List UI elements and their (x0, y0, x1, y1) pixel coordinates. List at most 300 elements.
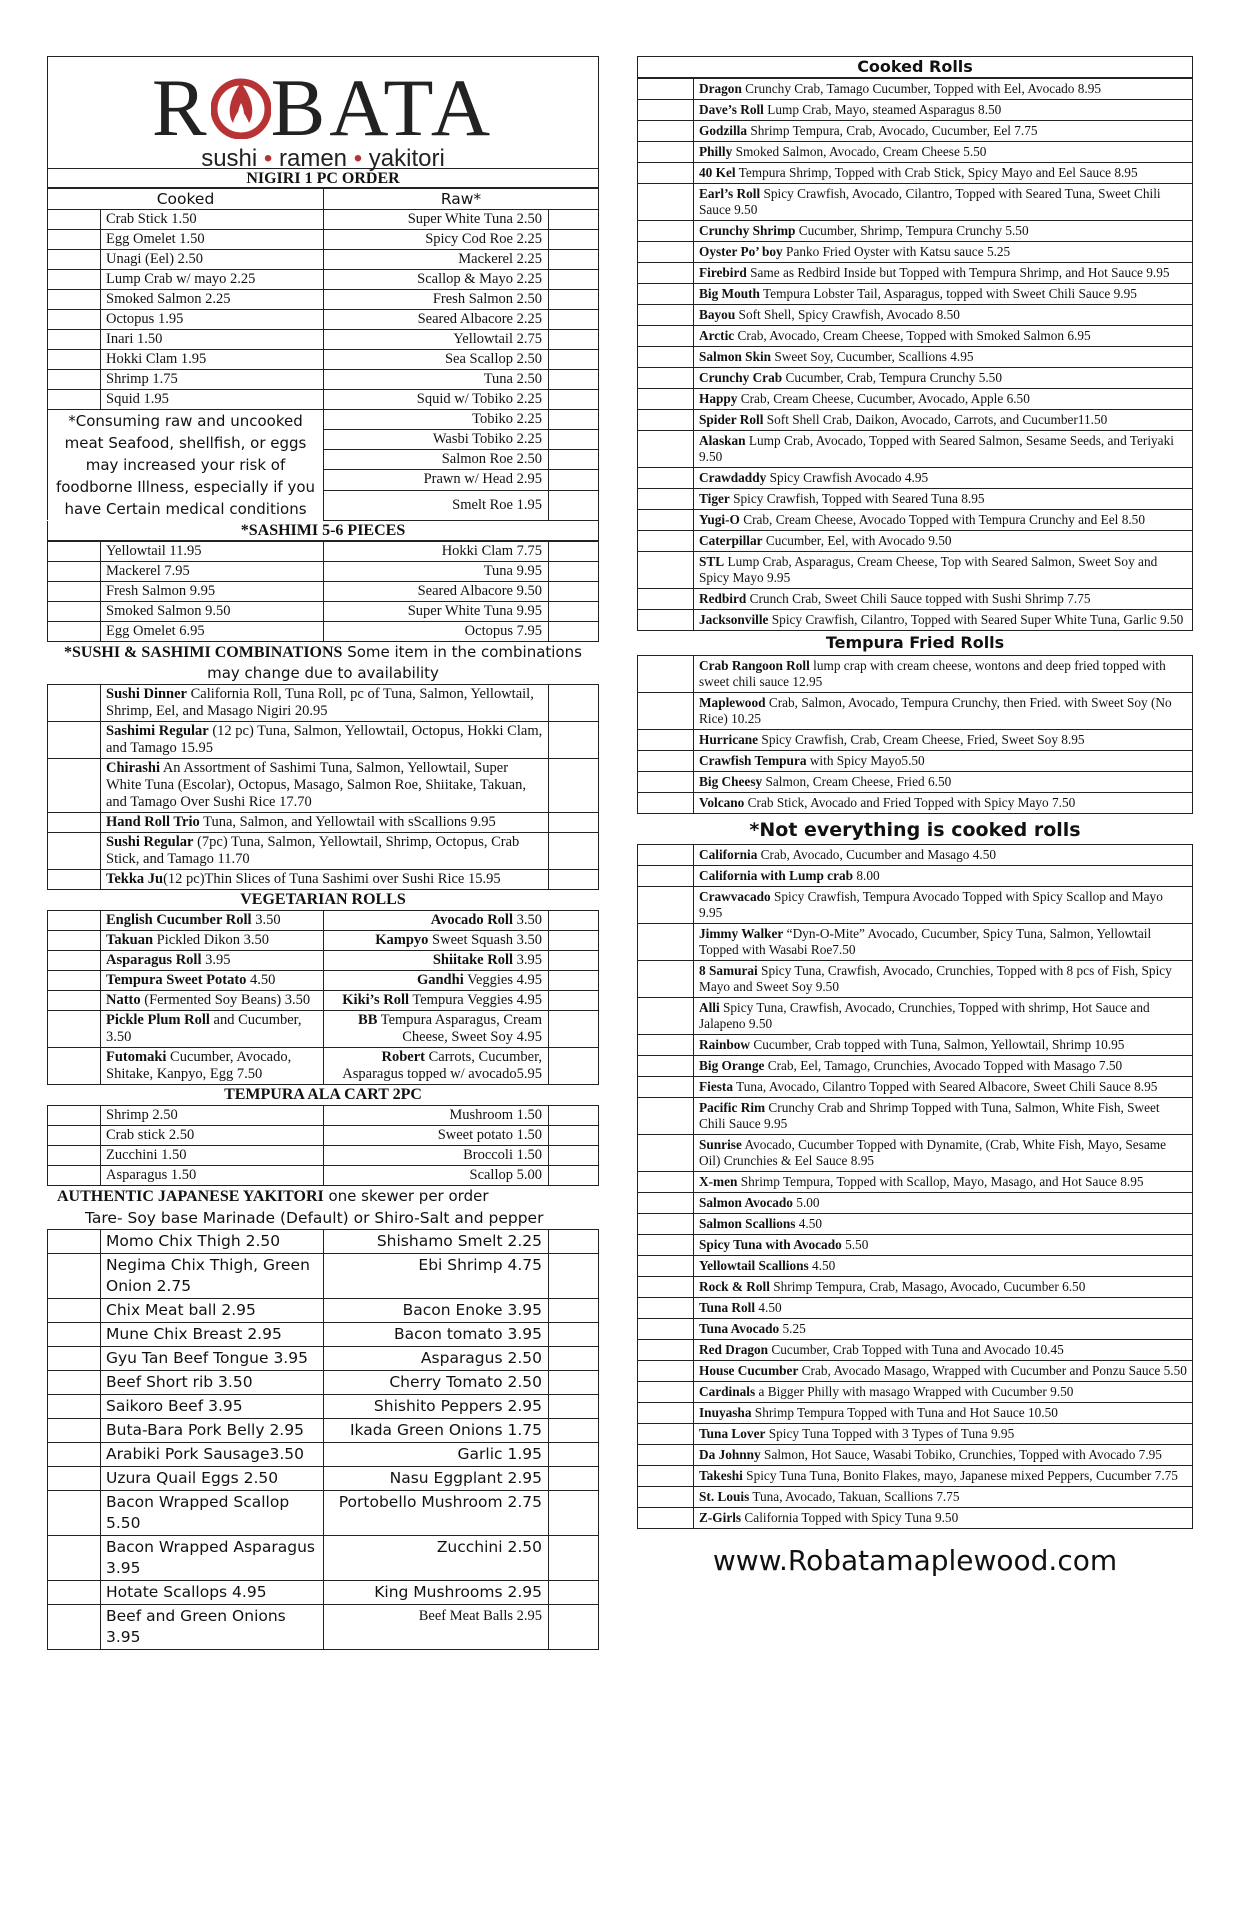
roll-name: Crunchy Shrimp (699, 223, 796, 238)
table-row (48, 410, 599, 430)
veg-desc: and Cucumber, 3.50 (106, 1011, 302, 1045)
combo-item (101, 721, 549, 758)
roll-item (694, 730, 1193, 751)
roll-item (694, 1424, 1193, 1445)
gutter-cell (549, 1580, 599, 1604)
gutter-cell (549, 210, 599, 230)
veg-desc: 3.50 (251, 911, 281, 928)
roll-desc: Spicy Crawfish, Cilantro, Topped with Seared Super White Tuna, Garlic 9.50 (768, 612, 1184, 627)
gutter-cell (638, 163, 694, 184)
table-row (638, 163, 1193, 184)
table-row (48, 930, 599, 950)
table-row (48, 1346, 599, 1370)
roll-desc: Salmon, Cream Cheese, Fried 6.50 (762, 774, 952, 789)
veg-name: Kampyo (375, 931, 429, 948)
yakitori-right-item: Asparagus 2.50 (324, 1346, 549, 1370)
table-row (638, 552, 1193, 589)
yakitori-right-item: Bacon tomato 3.95 (324, 1322, 549, 1346)
veg-left-item (101, 1010, 324, 1047)
roll-item (694, 1256, 1193, 1277)
gutter-cell (549, 270, 599, 290)
gutter-cell (638, 1056, 694, 1077)
table-row (48, 1165, 599, 1185)
gutter-cell (48, 1253, 101, 1298)
roll-item (694, 284, 1193, 305)
roll-item (694, 468, 1193, 489)
gutter-cell (549, 1466, 599, 1490)
gutter-cell (638, 1340, 694, 1361)
table-row (638, 730, 1193, 751)
roll-item (694, 242, 1193, 263)
gutter-cell (638, 489, 694, 510)
table-row (48, 310, 599, 330)
roll-desc: Lump Crab, Mayo, steamed Asparagus 8.50 (763, 102, 1002, 117)
gutter-cell (549, 470, 599, 490)
tempura-left-item: Asparagus 1.50 (101, 1165, 324, 1185)
gutter-cell (48, 721, 101, 758)
nigiri-cooked-item: Squid 1.95 (101, 390, 324, 410)
nigiri-raw-header: Raw* (324, 189, 599, 210)
veg-desc: Pickled Dikon 3.50 (153, 931, 270, 948)
roll-name: Z-Girls (699, 1510, 742, 1525)
sashimi-left-item: Yellowtail 11.95 (101, 541, 324, 561)
yakitori-right-item: Beef Meat Balls 2.95 (324, 1604, 549, 1649)
gutter-cell (48, 970, 101, 990)
roll-name: St. Louis (699, 1489, 750, 1504)
gutter-cell (638, 1193, 694, 1214)
roll-item (694, 1508, 1193, 1529)
gutter-cell (48, 250, 101, 270)
table-row (638, 1466, 1193, 1487)
roll-name: Crunchy Crab (699, 370, 783, 385)
table-row (638, 845, 1193, 866)
gutter-cell (549, 601, 599, 621)
table-row (48, 541, 599, 561)
gutter-cell (549, 1253, 599, 1298)
roll-item (694, 1235, 1193, 1256)
gutter-cell (549, 970, 599, 990)
roll-item (694, 184, 1193, 221)
gutter-cell (638, 468, 694, 489)
gutter-cell (638, 1403, 694, 1424)
table-row (48, 1466, 599, 1490)
yakitori-left-item: Buta-Bara Pork Belly 2.95 (101, 1418, 324, 1442)
tempura-right-item: Mushroom 1.50 (324, 1105, 549, 1125)
roll-name: Dave’s Roll (699, 102, 764, 117)
gutter-cell (48, 950, 101, 970)
veg-desc: Cucumber, Avocado, Shitake, Kanpyo, Egg 7.50 (106, 1048, 292, 1082)
table-row (48, 950, 599, 970)
roll-name: Hurricane (699, 732, 759, 747)
yakitori-left-item: Chix Meat ball 2.95 (101, 1298, 324, 1322)
table-row (638, 1235, 1193, 1256)
roll-desc: Shrimp Tempura, Topped with Scallop, Mayo, Masago, and Hot Sauce 8.95 (737, 1174, 1144, 1189)
yakitori-title: AUTHENTIC JAPANESE YAKITORI one skewer per order (57, 1186, 489, 1205)
table-row (48, 1125, 599, 1145)
gutter-cell (549, 1370, 599, 1394)
nigiri-raw-item: Spicy Cod Roe 2.25 (324, 230, 549, 250)
veg-desc: Veggies 4.95 (463, 971, 542, 988)
yakitori-left-item: Saikoro Beef 3.95 (101, 1394, 324, 1418)
roll-name: Cardinals (699, 1384, 756, 1399)
yakitori-left-item: Beef and Green Onions 3.95 (101, 1604, 324, 1649)
roll-desc: 4.50 (755, 1300, 782, 1315)
table-row (48, 330, 599, 350)
table-row (48, 721, 599, 758)
website-url[interactable]: www.Robatamaplewood.com (712, 1544, 1118, 1577)
veg-right-item (324, 970, 549, 990)
gutter-cell (549, 1535, 599, 1580)
roll-name: Philly (699, 144, 733, 159)
roll-item (694, 1487, 1193, 1508)
roll-name: Arctic (699, 328, 735, 343)
table-row (48, 601, 599, 621)
combos-table (47, 684, 599, 890)
tempura-table (47, 1105, 599, 1186)
roll-name: Maplewood (699, 695, 766, 710)
gutter-cell (549, 1442, 599, 1466)
gutter-cell (48, 930, 101, 950)
veg-name: Futomaki (106, 1048, 167, 1065)
table-row (48, 1580, 599, 1604)
roll-item (694, 656, 1193, 693)
table-row (48, 869, 599, 889)
table-row (638, 656, 1193, 693)
veg-left-item (101, 930, 324, 950)
roll-item (694, 1361, 1193, 1382)
roll-desc: Shrimp Tempura, Crab, Avocado, Cucumber, Eel 7.75 (747, 123, 1038, 138)
yakitori-left-item: Momo Chix Thigh 2.50 (101, 1229, 324, 1253)
table-row (48, 230, 599, 250)
gutter-cell (48, 561, 101, 581)
tempura-left-item: Zucchini 1.50 (101, 1145, 324, 1165)
roll-item (694, 1172, 1193, 1193)
table-row (638, 431, 1193, 468)
roll-item (694, 866, 1193, 887)
gutter-cell (48, 1490, 101, 1535)
roll-name: California with Lump crab (699, 868, 854, 883)
gutter-cell (48, 1010, 101, 1047)
table-row (48, 832, 599, 869)
roll-name: Oyster Po’ boy (699, 244, 783, 259)
roll-desc: Tuna, Avocado, Takuan, Scallions 7.75 (749, 1489, 960, 1504)
roll-item (694, 221, 1193, 242)
table-row (638, 468, 1193, 489)
gutter-cell (549, 450, 599, 470)
gutter-cell (48, 869, 101, 889)
yakitori-right-item: Ikada Green Onions 1.75 (324, 1418, 549, 1442)
yakitori-right-item: Shishito Peppers 2.95 (324, 1394, 549, 1418)
tempura-title: TEMPURA ALA CART 2PC (224, 1085, 422, 1103)
gutter-cell (549, 1490, 599, 1535)
veg-desc: (Fermented Soy Beans) 3.50 (140, 991, 311, 1008)
gutter-cell (638, 924, 694, 961)
roll-item (694, 121, 1193, 142)
roll-desc: a Bigger Philly with masago Wrapped with Cucumber 9.50 (755, 1384, 1074, 1399)
roll-desc: Lump Crab, Avocado, Topped with Seared Salmon, Sesame Seeds, and Teriyaki 9.50 (699, 433, 1174, 464)
gutter-cell (549, 1418, 599, 1442)
gutter-cell (549, 310, 599, 330)
roll-name: Tuna Roll (699, 1300, 756, 1315)
nigiri-raw-item: Squid w/ Tobiko 2.25 (324, 390, 549, 410)
gutter-cell (638, 431, 694, 468)
roll-name: Big Mouth (699, 286, 760, 301)
table-row (638, 100, 1193, 121)
roll-name: Da Johnny (699, 1447, 761, 1462)
roll-item (694, 1445, 1193, 1466)
veg-name: Shiitake Roll (432, 951, 513, 968)
tempura-right-item: Scallop 5.00 (324, 1165, 549, 1185)
gutter-cell (638, 368, 694, 389)
roll-item (694, 1193, 1193, 1214)
gutter-cell (549, 390, 599, 410)
roll-desc: 5.25 (779, 1321, 806, 1336)
yakitori-left-item: Uzura Quail Eggs 2.50 (101, 1466, 324, 1490)
table-row (638, 1035, 1193, 1056)
veg-desc: Carrots, Cucumber, Asparagus topped w/ avocado5.95 (342, 1048, 542, 1082)
gutter-cell (638, 793, 694, 814)
nigiri-cooked-item: Crab Stick 1.50 (101, 210, 324, 230)
gutter-cell (638, 1214, 694, 1235)
tempura-rolls-title: Tempura Fried Rolls (825, 633, 1005, 652)
raw-food-warning: *Consuming raw and uncooked meat Seafood, shellfish, or eggs may increased your risk of foodborne Illness, especially if you have Certain medical conditions (48, 410, 324, 521)
table-row (638, 1256, 1193, 1277)
nigiri-title: NIGIRI 1 PC ORDER (47, 168, 599, 188)
gutter-cell (549, 1229, 599, 1253)
gutter-cell (48, 330, 101, 350)
roll-desc: Crab, Eel, Tamago, Crunchies, Avocado Topped with Masago 7.50 (764, 1058, 1123, 1073)
table-row (638, 142, 1193, 163)
table-row (638, 1077, 1193, 1098)
roll-desc: 8.00 (853, 868, 880, 883)
gutter-cell (549, 1346, 599, 1370)
gutter-cell (48, 1165, 101, 1185)
table-row (638, 305, 1193, 326)
gutter-cell (48, 1346, 101, 1370)
table-row (638, 793, 1193, 814)
nigiri-cooked-item: Lump Crab w/ mayo 2.25 (101, 270, 324, 290)
cooked-rolls-title: Cooked Rolls (637, 56, 1193, 78)
gutter-cell (549, 950, 599, 970)
roll-desc: Cucumber, Crab topped with Tuna, Salmon, Yellowtail, Shrimp 10.95 (750, 1037, 1125, 1052)
gutter-cell (48, 370, 101, 390)
table-row (638, 1403, 1193, 1424)
roll-name: Alli (699, 1000, 720, 1015)
table-row (48, 1145, 599, 1165)
table-row (48, 910, 599, 930)
veg-right-item (324, 930, 549, 950)
veg-left-item (101, 910, 324, 930)
table-row (48, 621, 599, 641)
roll-item (694, 924, 1193, 961)
combo-desc: (12 pc)Thin Slices of Tuna Sashimi over Sushi Rice 15.95 (163, 870, 501, 887)
roll-item (694, 961, 1193, 998)
sashimi-table (47, 541, 599, 642)
sashimi-right-item: Super White Tuna 9.95 (324, 601, 549, 621)
roll-desc: Soft Shell, Spicy Crawfish, Avocado 8.50 (735, 307, 960, 322)
gutter-cell (638, 1382, 694, 1403)
gutter-cell (48, 601, 101, 621)
roll-item (694, 1382, 1193, 1403)
roll-desc: Spicy Tuna Topped with 3 Types of Tuna 9.95 (765, 1426, 1015, 1441)
table-row (48, 1253, 599, 1298)
table-row (638, 998, 1193, 1035)
combo-name: Sushi Dinner (106, 685, 187, 702)
nigiri-raw-item: Yellowtail 2.75 (324, 330, 549, 350)
yakitori-right-item: Cherry Tomato 2.50 (324, 1370, 549, 1394)
gutter-cell (549, 812, 599, 832)
gutter-cell (549, 930, 599, 950)
gutter-cell (549, 1145, 599, 1165)
restaurant-logo (47, 56, 599, 172)
gutter-cell (549, 1604, 599, 1649)
table-row (638, 79, 1193, 100)
roll-desc: 4.50 (808, 1258, 836, 1273)
combo-name: Sushi Regular (106, 833, 194, 850)
roll-name: Salmon Scallions (699, 1216, 796, 1231)
gutter-cell (48, 1535, 101, 1580)
gutter-cell (48, 270, 101, 290)
sashimi-title: *SASHIMI 5-6 PIECES (47, 521, 599, 541)
combo-desc: (7pc) Tuna, Salmon, Yellowtail, Shrimp, Octopus, Crab Stick, and Tamago 11.70 (106, 833, 520, 867)
table-row (638, 1056, 1193, 1077)
roll-name: 8 Samurai (699, 963, 758, 978)
veg-desc: Sweet Squash 3.50 (428, 931, 542, 948)
combo-name: Tekka Ju (106, 870, 164, 887)
roll-desc: Spicy Crawfish, Crab, Cream Cheese, Fried, Sweet Soy 8.95 (758, 732, 1085, 747)
yakitori-left-item: Gyu Tan Beef Tongue 3.95 (101, 1346, 324, 1370)
combo-item (101, 812, 549, 832)
gutter-cell (638, 510, 694, 531)
roll-name: Salmon Skin (699, 349, 772, 364)
gutter-cell (638, 121, 694, 142)
roll-desc: Soft Shell Crab, Daikon, Avocado, Carrots, and Cucumber11.50 (763, 412, 1108, 427)
yakitori-right-item: Portobello Mushroom 2.75 (324, 1490, 549, 1535)
yakitori-right-item: Nasu Eggplant 2.95 (324, 1466, 549, 1490)
table-row (48, 370, 599, 390)
roll-desc: Tuna, Avocado, Cilantro Topped with Seared Albacore, Sweet Chili Sauce 8.95 (732, 1079, 1158, 1094)
gutter-cell (549, 832, 599, 869)
veg-name: BB (358, 1011, 378, 1028)
combo-name: Chirashi (106, 759, 160, 776)
roll-name: Crab Rangoon Roll (699, 658, 810, 673)
table-row (638, 510, 1193, 531)
yakitori-right-item: Shishamo Smelt 2.25 (324, 1229, 549, 1253)
roll-name: Crawvacado (699, 889, 771, 904)
table-row (638, 1445, 1193, 1466)
nigiri-raw-item: Mackerel 2.25 (324, 250, 549, 270)
roll-desc: Crab, Avocado, Cream Cheese, Topped with Smoked Salmon 6.95 (734, 328, 1091, 343)
gutter-cell (638, 1487, 694, 1508)
roll-desc: Crunchy Crab and Shrimp Topped with Tuna, Salmon, White Fish, Sweet Chili Sauce 9.95 (699, 1100, 1160, 1131)
table-row (638, 961, 1193, 998)
yakitori-left-item: Beef Short rib 3.50 (101, 1370, 324, 1394)
gutter-cell (638, 845, 694, 866)
gutter-cell (638, 1508, 694, 1529)
roll-name: 40 Kel (699, 165, 736, 180)
gutter-cell (638, 347, 694, 368)
roll-desc: 4.50 (795, 1216, 823, 1231)
gutter-cell (549, 869, 599, 889)
gutter-cell (638, 1172, 694, 1193)
gutter-cell (638, 142, 694, 163)
gutter-cell (48, 1604, 101, 1649)
roll-desc: Panko Fried Oyster with Katsu sauce 5.25 (782, 244, 1011, 259)
roll-name: Volcano (699, 795, 745, 810)
roll-item (694, 552, 1193, 589)
veg-table (47, 910, 599, 1085)
tempura-left-item: Shrimp 2.50 (101, 1105, 324, 1125)
roll-desc: Sweet Soy, Cucumber, Scallions 4.95 (771, 349, 974, 364)
tempura-left-item: Crab stick 2.50 (101, 1125, 324, 1145)
gutter-cell (48, 310, 101, 330)
roll-item (694, 368, 1193, 389)
table-row (48, 1229, 599, 1253)
gutter-cell (549, 290, 599, 310)
veg-name: Natto (106, 991, 141, 1008)
yakitori-right-item: Ebi Shrimp 4.75 (324, 1253, 549, 1298)
roll-desc: Spicy Tuna Tuna, Bonito Flakes, mayo, Japanese mixed Peppers, Cucumber 7.75 (742, 1468, 1178, 1483)
gutter-cell (638, 221, 694, 242)
veg-left-item (101, 950, 324, 970)
roll-item (694, 1098, 1193, 1135)
roll-item (694, 326, 1193, 347)
roll-item (694, 772, 1193, 793)
table-row (48, 1394, 599, 1418)
roll-desc: California Topped with Spicy Tuna 9.50 (741, 1510, 959, 1525)
roll-name: Jimmy Walker (699, 926, 784, 941)
combo-desc: (12 pc) Tuna, Salmon, Yellowtail, Octopus, Hokki Clam, and Tamago 15.95 (106, 722, 543, 756)
nigiri-raw-item: Wasbi Tobiko 2.25 (324, 430, 549, 450)
gutter-cell (549, 1105, 599, 1125)
roll-item (694, 845, 1193, 866)
nigiri-cooked-item: Smoked Salmon 2.25 (101, 290, 324, 310)
gutter-cell (48, 230, 101, 250)
roll-name: Jacksonville (699, 612, 769, 627)
gutter-cell (638, 100, 694, 121)
table-row (48, 1322, 599, 1346)
gutter-cell (48, 1394, 101, 1418)
roll-desc: Tempura Lobster Tail, Asparagus, topped with Sweet Chili Sauce 9.95 (759, 286, 1137, 301)
gutter-cell (638, 693, 694, 730)
gutter-cell (638, 1445, 694, 1466)
roll-name: Yugi-O (699, 512, 740, 527)
gutter-cell (638, 998, 694, 1035)
table-row (638, 1319, 1193, 1340)
roll-name: Yellowtail Scallions (699, 1258, 809, 1273)
roll-desc: Smoked Salmon, Avocado, Cream Cheese 5.50 (732, 144, 987, 159)
table-row (638, 1508, 1193, 1529)
gutter-cell (638, 552, 694, 589)
roll-name: X-men (699, 1174, 738, 1189)
gutter-cell (638, 410, 694, 431)
roll-name: House Cucumber (699, 1363, 799, 1378)
gutter-cell (48, 390, 101, 410)
roll-name: Takeshi (699, 1468, 743, 1483)
roll-desc: with Spicy Mayo5.50 (806, 753, 925, 768)
table-row (638, 1298, 1193, 1319)
table-row (48, 990, 599, 1010)
veg-name: Robert (381, 1048, 425, 1065)
gutter-cell (48, 541, 101, 561)
roll-name: Alaskan (699, 433, 746, 448)
roll-item (694, 1319, 1193, 1340)
veg-left-item (101, 970, 324, 990)
table-row (48, 250, 599, 270)
yakitori-left-item: Bacon Wrapped Scallop 5.50 (101, 1490, 324, 1535)
sashimi-left-item: Fresh Salmon 9.95 (101, 581, 324, 601)
roll-item (694, 1403, 1193, 1424)
